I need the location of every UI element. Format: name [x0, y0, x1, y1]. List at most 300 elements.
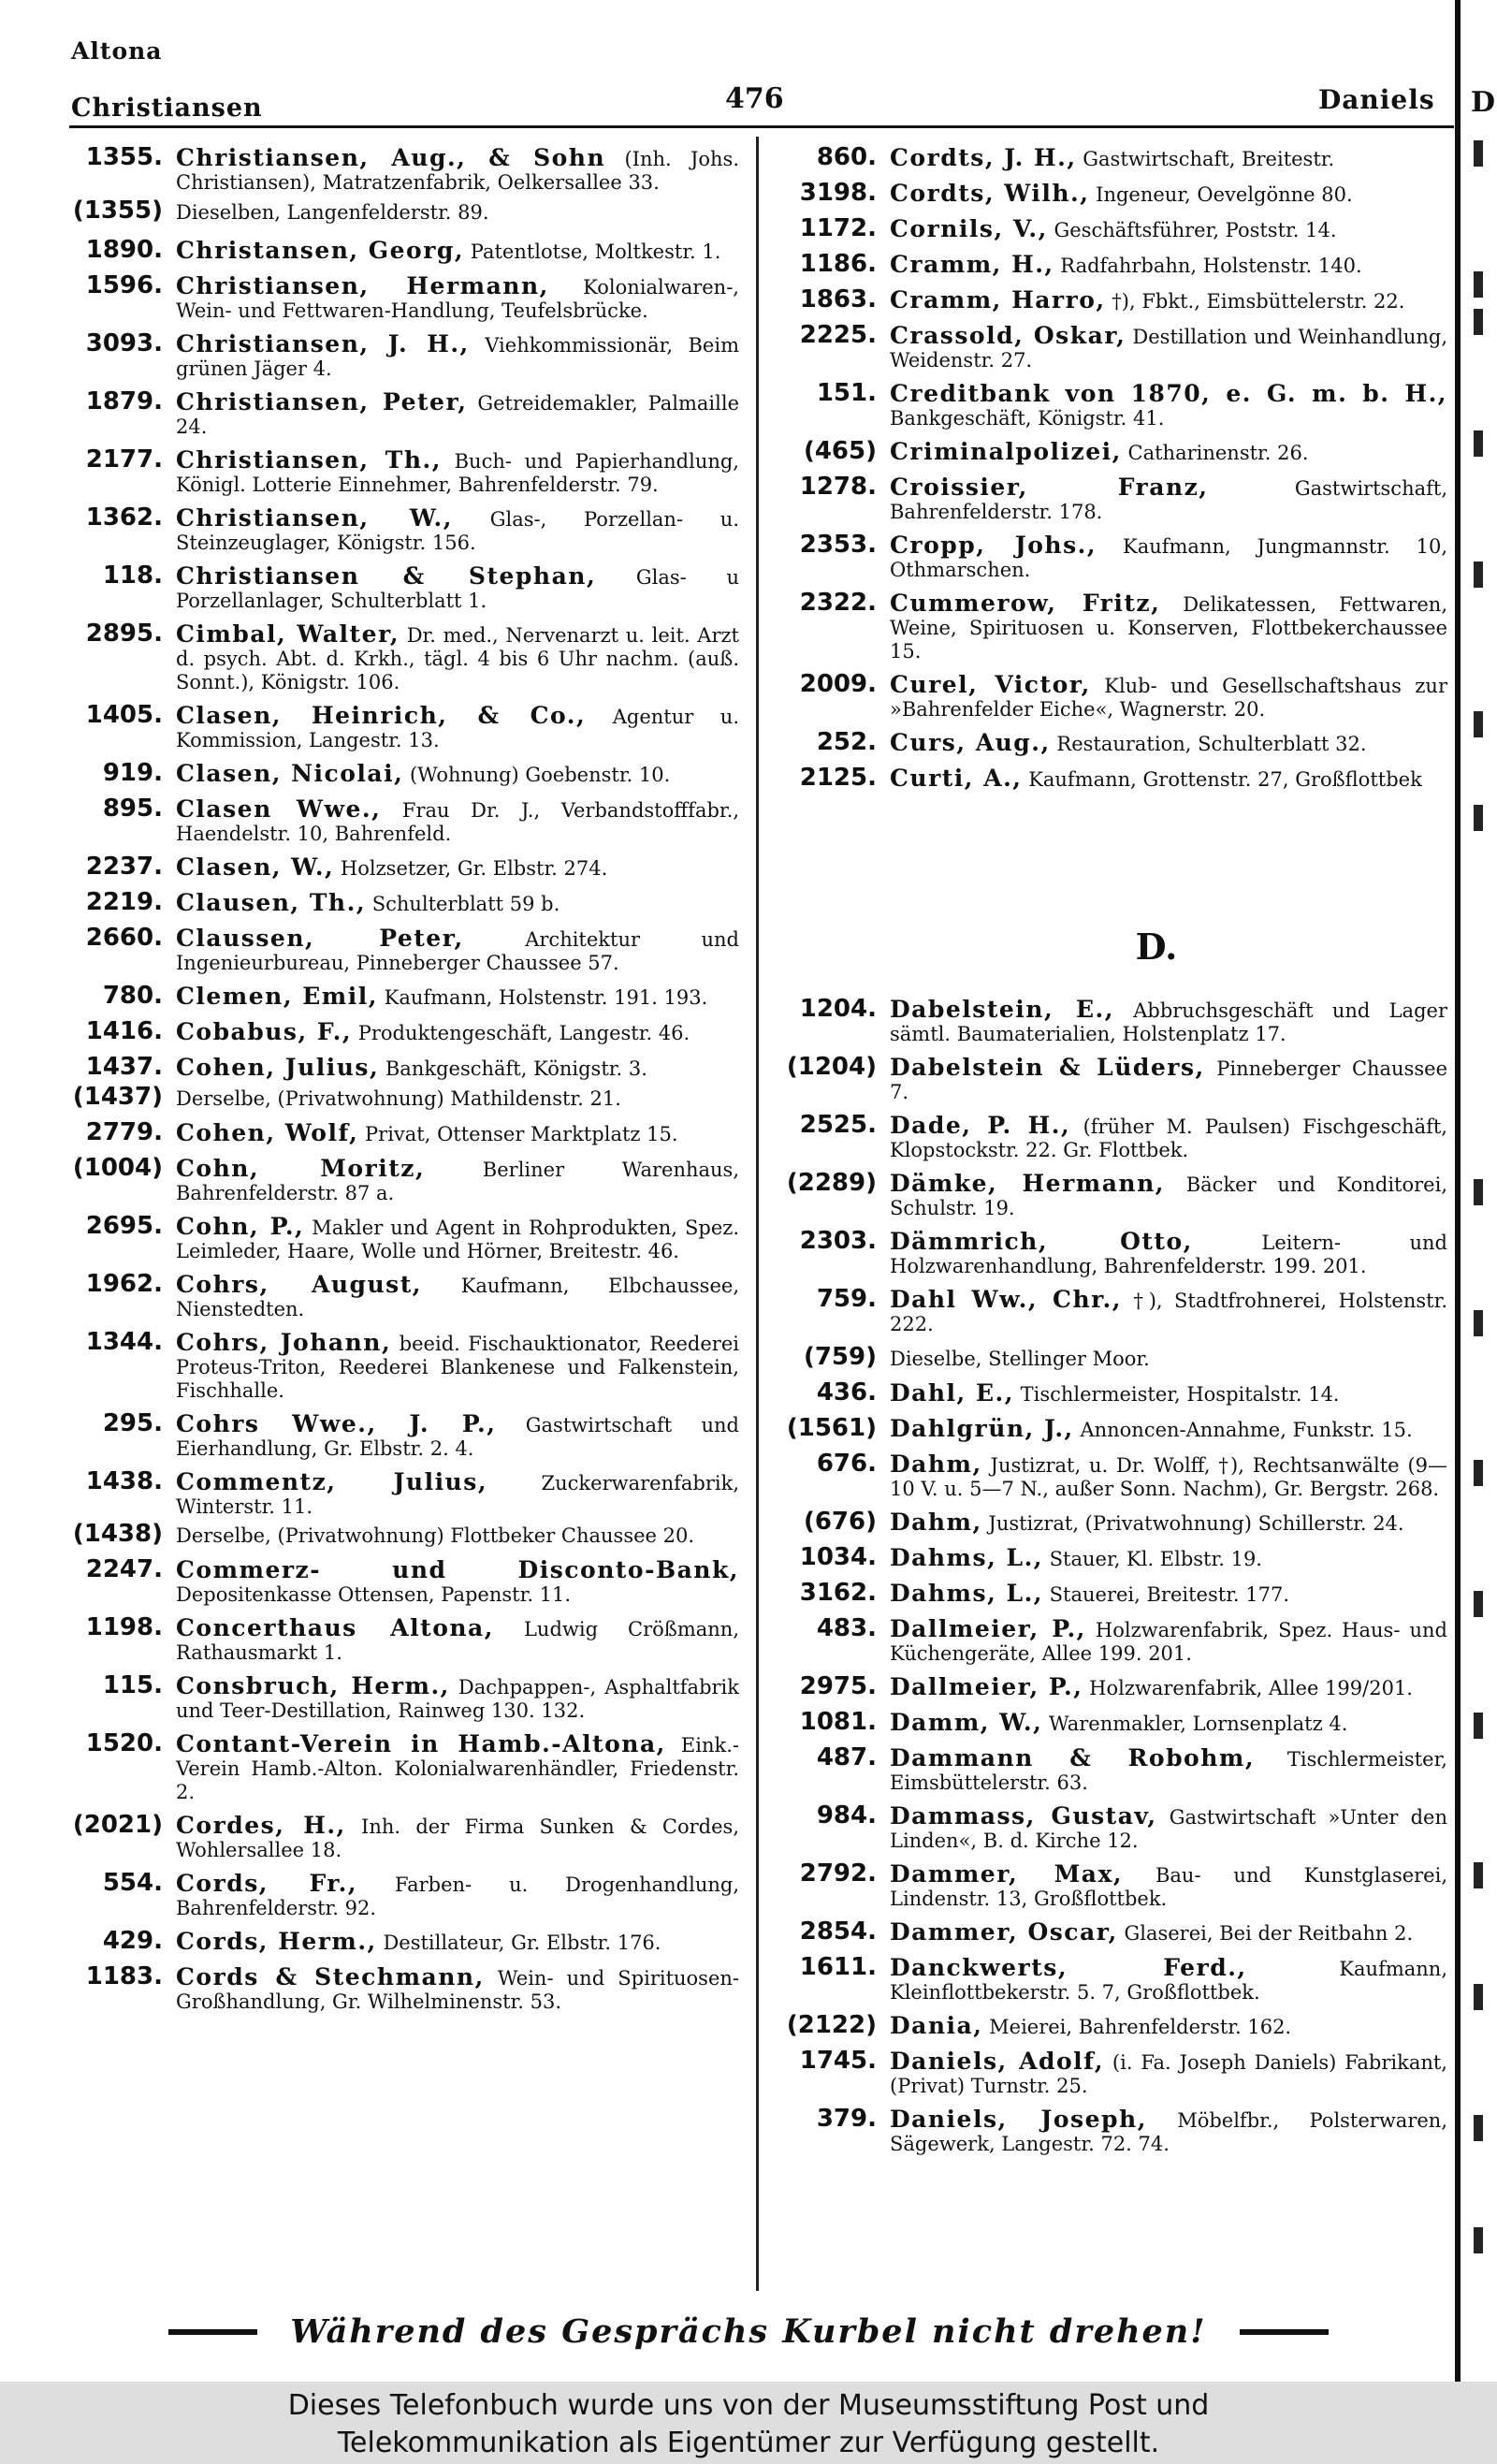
directory-entry — [772, 472, 1447, 524]
phone-number: 1198. — [85, 1613, 163, 1641]
directory-entry — [772, 1168, 1447, 1220]
subscriber-name: Dahms, L., — [890, 1580, 1043, 1607]
directory-entry — [772, 2010, 1447, 2040]
directory-entry — [58, 386, 739, 439]
entry-text — [890, 1284, 1447, 1336]
directory-entry — [58, 503, 739, 555]
subscriber-name: Christiansen & Stephan, — [176, 562, 597, 590]
adjacent-page-text-fragment — [1474, 271, 1483, 298]
subscriber-details: Restauration, Schulterblatt 32. — [1050, 733, 1367, 755]
subscriber-details: Stauerei, Breitestr. 177. — [1042, 1583, 1290, 1606]
entry-text — [890, 1671, 1447, 1700]
directory-entry — [58, 1519, 739, 1549]
subscriber-name: Christansen, Georg, — [176, 237, 465, 264]
subscriber-name: Cordts, J. H., — [890, 144, 1077, 171]
directory-entry — [772, 1449, 1447, 1501]
subscriber-name: Dahm, — [890, 1451, 982, 1478]
directory-entry — [58, 1466, 739, 1519]
phone-number: (759) — [803, 1343, 877, 1371]
directory-entry — [58, 794, 739, 846]
subscriber-name: Cordts, Wilh., — [890, 180, 1090, 207]
subscriber-details: Gastwirtschaft, Breitestr. — [1076, 148, 1335, 170]
phone-number: 1962. — [85, 1270, 163, 1298]
subscriber-details: Eink.-Verein Hamb.-Alton. Kolonialwarenhändler, Friedenstr. 2. — [176, 1734, 739, 1803]
directory-entry — [58, 561, 739, 613]
directory-entry — [772, 1226, 1447, 1278]
subscriber-details: Klub- und Gesellschaftshaus zur »Bahrenfelder Eiche«, Wagnerstr. 20. — [890, 675, 1447, 721]
subscriber-name: Christiansen, Hermann, — [176, 272, 549, 299]
phone-number: 2353. — [799, 531, 877, 559]
entry-text — [176, 619, 739, 694]
directory-entry — [58, 758, 739, 788]
entry-text — [890, 378, 1447, 430]
directory-entry — [772, 436, 1447, 466]
subscriber-details: Inh. der Firma Sunken & Cordes, Wohlersallee 18. — [176, 1815, 739, 1861]
subscriber-name: Concerthaus Altona, — [176, 1614, 494, 1641]
entry-text — [890, 1413, 1447, 1442]
phone-number: 2525. — [799, 1111, 877, 1139]
subscriber-name: Clasen, Nicolai, — [176, 760, 404, 787]
directory-entry — [58, 270, 739, 323]
slogan-dash-left — [168, 2329, 257, 2335]
directory-entry — [58, 700, 739, 752]
entry-text — [176, 1211, 739, 1263]
subscriber-name: Cornils, V., — [890, 215, 1048, 242]
directory-entry — [772, 1801, 1447, 1853]
subscriber-details: Getreidemakler, Palmaille 24. — [176, 392, 739, 438]
adjacent-page-text-fragment — [1474, 1460, 1483, 1486]
directory-entry — [772, 1613, 1447, 1666]
entry-text — [176, 923, 739, 975]
subscriber-name: Christiansen, Th., — [176, 446, 442, 474]
subscriber-details: Meierei, Bahrenfelderstr. 162. — [982, 2016, 1292, 2038]
phone-number: 2779. — [85, 1118, 163, 1146]
subscriber-name: Daniels, Joseph, — [890, 2106, 1147, 2133]
phone-number: 2322. — [799, 589, 877, 617]
entry-text — [890, 1742, 1447, 1795]
phone-number: 759. — [816, 1285, 877, 1313]
subscriber-details: Wein- und Spirituosen-Großhandlung, Gr. Wilhelminenstr. 53. — [176, 1967, 740, 2013]
phone-number: 1745. — [799, 2047, 877, 2075]
subscriber-name: Cordes, H., — [176, 1812, 346, 1839]
subscriber-details: Schulterblatt 59 b. — [366, 893, 560, 915]
subscriber-name: Croissier, Franz, — [890, 474, 1209, 501]
subscriber-details: Bäcker und Konditorei, Schulstr. 19. — [890, 1174, 1447, 1219]
phone-number: (465) — [803, 437, 877, 465]
subscriber-name: Dahms, L., — [890, 1544, 1043, 1571]
subscriber-name: Cords & Stechmann, — [176, 1963, 485, 1990]
subscriber-details: Kaufmann, Elbchaussee, Nienstedten. — [176, 1275, 739, 1320]
subscriber-details: Kaufmann, Holstenstr. 191. 193. — [377, 986, 708, 1009]
subscriber-details: Kaufmann, Grottenstr. 27, Großflottbek — [1022, 768, 1422, 791]
subscriber-details: Frau Dr. J., Verbandstofffabr., Haendelstr. 10, Bahrenfeld. — [176, 799, 739, 845]
directory-entry — [58, 1670, 739, 1723]
subscriber-name: Cropp, Johs., — [890, 532, 1097, 559]
entry-text — [176, 1327, 739, 1403]
entry-text — [890, 472, 1447, 524]
directory-entry — [58, 196, 739, 226]
phone-number: 1863. — [799, 285, 877, 313]
entry-text — [176, 445, 739, 497]
subscriber-details: Holzsetzer, Gr. Elbstr. 274. — [334, 857, 608, 880]
entry-text — [176, 981, 739, 1010]
entry-text — [176, 1052, 739, 1081]
subscriber-details: †), Fbkt., Eimsbüttelerstr. 22. — [1105, 290, 1405, 313]
phone-number: 1278. — [799, 473, 877, 501]
directory-entry — [772, 284, 1447, 314]
phone-number: 1034. — [799, 1543, 877, 1571]
directory-entry — [772, 320, 1447, 372]
subscriber-name: Cohn, P., — [176, 1213, 305, 1240]
phone-number: 1416. — [85, 1017, 163, 1045]
entry-text — [176, 887, 739, 916]
subscriber-name: Daniels, Adolf, — [890, 2048, 1105, 2075]
phone-number: 436. — [816, 1378, 877, 1407]
subscriber-details: Geschäftsführer, Poststr. 14. — [1047, 219, 1337, 241]
subscriber-details: †), Stadtfrohnerei, Holstenstr. 222. — [890, 1290, 1448, 1335]
subscriber-name: Cohrs, Johann, — [176, 1329, 392, 1356]
directory-entry — [58, 619, 739, 694]
directory-entry — [58, 852, 739, 882]
subscriber-name: Crassold, Oskar, — [890, 322, 1126, 349]
entry-text — [890, 1613, 1447, 1666]
subscriber-details: Glas- u Porzellanlager, Schulterblatt 1. — [176, 566, 739, 612]
subscriber-name: Clemen, Emil, — [176, 983, 378, 1010]
entry-text — [176, 270, 739, 323]
column-divider — [756, 137, 759, 2291]
phone-number: 3198. — [799, 179, 877, 207]
subscriber-details: Derselbe, (Privatwohnung) Flottbeker Chaussee 20. — [176, 1524, 695, 1547]
directory-entry — [58, 1117, 739, 1147]
directory-entry — [58, 445, 739, 497]
entry-text — [890, 249, 1447, 278]
entry-text — [890, 1578, 1447, 1607]
phone-number: 1172. — [799, 214, 877, 242]
adjacent-page-text-fragment — [1474, 140, 1483, 167]
adjacent-page-text-fragment — [1474, 1179, 1483, 1205]
adjacent-page-text-fragment — [1474, 805, 1483, 831]
entry-text — [176, 142, 739, 195]
subscriber-details: Destillation und Weinhandlung, Weidenstr. 27. — [890, 326, 1447, 372]
entry-text — [176, 561, 739, 613]
subscriber-name: Cords, Fr., — [176, 1870, 358, 1897]
subscriber-name: Christiansen, J. H., — [176, 330, 470, 357]
c-entries — [772, 142, 1447, 793]
subscriber-name: Dammer, Max, — [890, 1860, 1124, 1888]
subscriber-name: Dämke, Hermann, — [890, 1170, 1165, 1197]
caption-line-2: Telekommunikation als Eigentümer zur Verfügung gestellt. — [337, 2427, 1160, 2459]
subscriber-name: Dammann & Robohm, — [890, 1744, 1256, 1771]
entry-text — [890, 1342, 1447, 1371]
directory-entry — [772, 1110, 1447, 1162]
entry-text — [176, 1117, 739, 1146]
adjacent-page-text-fragment — [1474, 1591, 1483, 1617]
subscriber-name: Dahm, — [890, 1509, 982, 1536]
slogan-dash-right — [1240, 2329, 1329, 2335]
adjacent-page-text-fragment — [1474, 2227, 1483, 2253]
subscriber-details: Abbruchsgeschäft und Lager sämtl. Baumaterialien, Holstenplatz 17. — [890, 999, 1447, 1045]
phone-number: 2225. — [799, 321, 877, 349]
subscriber-details: Dieselbe, Stellinger Moor. — [890, 1348, 1150, 1370]
directory-entry — [772, 994, 1447, 1046]
directory-entry — [58, 981, 739, 1011]
subscriber-details: Annoncen-Annahme, Funkstr. 15. — [1073, 1419, 1413, 1441]
subscriber-name: Cords, Herm., — [176, 1928, 377, 1955]
entry-text — [176, 1670, 739, 1723]
subscriber-details: Destillateur, Gr. Elbstr. 176. — [376, 1932, 661, 1954]
entry-text — [890, 727, 1447, 756]
subscriber-name: Cimbal, Walter, — [176, 620, 400, 648]
phone-number: 1344. — [85, 1328, 163, 1356]
subscriber-details: (Inh. Johs. Christiansen), Matratzenfabrik, Oelkersallee 33. — [176, 148, 739, 194]
phone-number: 1355. — [85, 143, 163, 171]
phone-number: 2177. — [85, 445, 163, 474]
entry-text — [890, 213, 1447, 242]
subscriber-name: Cobabus, F., — [176, 1018, 353, 1045]
entry-text — [176, 1466, 739, 1519]
subscriber-details: Ludwig Crößmann, Rathausmarkt 1. — [176, 1618, 739, 1664]
subscriber-details: Glaserei, Bei der Reitbahn 2. — [1117, 1922, 1414, 1945]
directory-entry — [58, 1269, 739, 1321]
phone-number: (2021) — [72, 1811, 163, 1839]
directory-entry — [772, 530, 1447, 582]
phone-number: 429. — [102, 1927, 163, 1955]
directory-entry — [58, 1554, 739, 1607]
phone-number: 487. — [816, 1743, 877, 1771]
subscriber-name: Clausen, Th., — [176, 889, 367, 916]
directory-entry — [58, 1408, 739, 1461]
subscriber-details: beeid. Fischauktionator, Reederei Proteus-Triton, Reederei Blankenese und Falkenstein, Fischhalle. — [176, 1333, 739, 1402]
subscriber-name: Cohrs Wwe., J. P., — [176, 1410, 497, 1437]
subscriber-details: Depositenkasse Ottensen, Papenstr. 11. — [176, 1583, 572, 1606]
phone-number: 1520. — [85, 1729, 163, 1757]
phone-number: 2303. — [799, 1227, 877, 1255]
directory-entry — [58, 1082, 739, 1112]
subscriber-name: Dallmeier, P., — [890, 1673, 1083, 1700]
directory-entry — [772, 669, 1447, 722]
directory-entry — [58, 1961, 739, 2014]
directory-entry — [772, 378, 1447, 430]
subscriber-details: Leitern- und Holzwarenhandlung, Bahrenfelderstr. 199. 201. — [890, 1232, 1447, 1277]
entry-text — [890, 2046, 1447, 2098]
phone-number: 554. — [102, 1869, 163, 1897]
entry-text — [176, 1926, 739, 1955]
entry-text — [176, 1612, 739, 1665]
subscriber-name: Claussen, Peter, — [176, 925, 464, 952]
entry-text — [890, 142, 1447, 171]
subscriber-details: Bau- und Kunstglaserei, Lindenstr. 13, Großflottbek. — [890, 1864, 1448, 1910]
subscriber-details: Produktengeschäft, Langestr. 46. — [352, 1022, 690, 1044]
subscriber-name: Clasen Wwe., — [176, 795, 382, 823]
phone-number: 2237. — [85, 853, 163, 881]
phone-number: 2660. — [85, 924, 163, 952]
subscriber-details: (früher M. Paulsen) Fischgeschäft, Klopstockstr. 22. Gr. Flottbek. — [890, 1115, 1447, 1161]
subscriber-details: Kaufmann, Jungmannstr. 10, Othmarschen. — [890, 535, 1447, 581]
subscriber-name: Consbruch, Herm., — [176, 1672, 450, 1699]
subscriber-details: Dachpappen-, Asphaltfabrik und Teer-Destillation, Rainweg 130. 132. — [176, 1676, 739, 1722]
phone-number: 118. — [102, 561, 163, 590]
entry-text — [890, 1801, 1447, 1853]
subscriber-details: Dr. med., Nervenarzt u. leit. Arzt d. psych. Abt. d. Krkh., tägl. 4 bis 6 Uhr nachm. (auß. Sonnt.), Königstr. 106. — [176, 624, 739, 693]
entry-text — [890, 2010, 1447, 2039]
subscriber-name: Clasen, Heinrich, & Co., — [176, 702, 587, 729]
entry-text — [890, 1917, 1447, 1946]
subscriber-name: Contant-Verein in Hamb.-Altona, — [176, 1730, 666, 1757]
entry-text — [890, 2104, 1447, 2156]
directory-entry — [58, 1327, 739, 1403]
entry-text — [176, 794, 739, 846]
subscriber-name: Cummerow, Fritz, — [890, 590, 1161, 617]
subscriber-details: Bankgeschäft, Königstr. 41. — [890, 407, 1165, 430]
directory-entry — [772, 1052, 1447, 1104]
entry-text — [176, 1728, 739, 1804]
subscriber-name: Cramm, H., — [890, 251, 1054, 278]
adjacent-page-text-fragment — [1474, 711, 1483, 737]
caption-bar — [0, 2382, 1497, 2464]
subscriber-details: Justizrat, (Privatwohnung) Schillerstr. 24. — [981, 1512, 1404, 1535]
directory-entry — [58, 1211, 739, 1263]
subscriber-name: Cohn, Moritz, — [176, 1155, 426, 1182]
phone-number: 1081. — [799, 1708, 877, 1736]
directory-entry — [772, 142, 1447, 172]
subscriber-name: Dabelstein, E., — [890, 996, 1114, 1023]
entry-text — [890, 1707, 1447, 1736]
entry-text — [176, 1810, 739, 1862]
subscriber-name: Commentz, Julius, — [176, 1468, 488, 1495]
directory-entry — [58, 328, 739, 381]
entry-text — [176, 1153, 739, 1205]
entry-text — [176, 503, 739, 555]
directory-entry — [58, 923, 739, 975]
subscriber-details: Privat, Ottenser Marktplatz 15. — [358, 1123, 678, 1145]
page-number: 476 — [725, 82, 784, 115]
phone-number: 1183. — [85, 1962, 163, 1990]
phone-number: 2125. — [799, 764, 877, 792]
subscriber-details: Radfahrbahn, Holstenstr. 140. — [1054, 255, 1362, 277]
entry-text — [890, 1226, 1447, 1278]
entry-text — [176, 1554, 739, 1607]
directory-entry — [58, 1926, 739, 1956]
adjacent-page-text-fragment — [1474, 2115, 1483, 2141]
entry-text — [890, 1168, 1447, 1220]
subscriber-name: Dammass, Gustav, — [890, 1802, 1157, 1830]
subscriber-details: Agentur u. Kommission, Langestr. 13. — [176, 706, 739, 751]
subscriber-name: Dahl Ww., Chr., — [890, 1286, 1122, 1313]
entry-text — [890, 1449, 1447, 1501]
entry-text — [890, 994, 1447, 1046]
caption-line-1: Dieses Telefonbuch wurde uns von der Museumsstiftung Post und — [287, 2389, 1210, 2422]
entry-text — [890, 178, 1447, 207]
header-last-entry: Daniels — [1318, 84, 1435, 115]
directory-entry — [58, 887, 739, 917]
subscriber-details: Gastwirtschaft und Eierhandlung, Gr. Elbstr. 2. 4. — [176, 1414, 739, 1460]
subscriber-name: Clasen, W., — [176, 853, 335, 881]
entry-text — [890, 284, 1447, 313]
subscriber-details: Berliner Warenhaus, Bahrenfelderstr. 87 a. — [176, 1159, 740, 1204]
phone-number: 3093. — [85, 329, 163, 357]
entry-text — [176, 196, 739, 225]
phone-number: 1611. — [799, 1953, 877, 1981]
subscriber-details: Viehkommissionär, Beim grünen Jäger 4. — [176, 334, 739, 380]
adjacent-page-text-fragment — [1474, 309, 1483, 335]
directory-entry — [58, 1153, 739, 1205]
subscriber-details: Dieselben, Langenfelderstr. 89. — [176, 201, 489, 224]
phone-number: 1890. — [85, 236, 163, 264]
subscriber-name: Dahl, E., — [890, 1379, 1014, 1407]
entry-text — [176, 328, 739, 381]
entry-text — [890, 1052, 1447, 1104]
phone-number: 919. — [102, 759, 163, 787]
phone-number: (676) — [803, 1508, 877, 1536]
directory-entry — [58, 1612, 739, 1665]
subscriber-name: Curti, A., — [890, 765, 1023, 792]
directory-entry — [772, 1507, 1447, 1537]
subscriber-name: Creditbank von 1870, e. G. m. b. H., — [890, 380, 1447, 407]
section-letter: D. — [1135, 926, 1178, 968]
entry-text — [890, 530, 1447, 582]
subscriber-details: Möbelfbr., Polsterwaren, Sägewerk, Langestr. 72. 74. — [890, 2109, 1447, 2155]
phone-number: (1004) — [72, 1154, 163, 1182]
directory-entry — [58, 1052, 739, 1082]
bottom-slogan — [168, 2312, 1329, 2351]
subscriber-details: Gastwirtschaft, Bahrenfelderstr. 178. — [890, 477, 1448, 523]
entry-text — [890, 588, 1447, 663]
entry-text — [176, 1868, 739, 1920]
entry-text — [890, 1542, 1447, 1571]
phone-number: 483. — [816, 1614, 877, 1642]
entry-text — [890, 436, 1447, 465]
subscriber-name: Curel, Victor, — [890, 671, 1091, 698]
directory-entry — [772, 1952, 1447, 2005]
entry-text — [176, 1961, 739, 2014]
header-rule — [69, 125, 1454, 128]
subscriber-name: Cramm, Harro, — [890, 286, 1106, 313]
phone-number: 780. — [102, 982, 163, 1010]
phone-number: 1405. — [85, 701, 163, 729]
directory-entry — [772, 1413, 1447, 1443]
phone-number: (1355) — [72, 197, 163, 225]
phone-number: 1596. — [85, 271, 163, 299]
phone-number: 895. — [102, 795, 163, 823]
phone-number: 2975. — [799, 1672, 877, 1700]
directory-entry — [772, 1284, 1447, 1336]
directory-entry — [772, 1342, 1447, 1372]
phone-number: 252. — [816, 728, 877, 756]
phone-number: (2289) — [786, 1169, 877, 1197]
entry-text — [890, 1952, 1447, 2005]
entry-text — [176, 386, 739, 439]
adjacent-page-text-fragment — [1474, 1862, 1483, 1888]
subscriber-details: (i. Fa. Joseph Daniels) Fabrikant, (Privat) Turnstr. 25. — [890, 2051, 1447, 2097]
directory-entry — [772, 1859, 1447, 1911]
subscriber-details: Tischlermeister, Eimsbüttelerstr. 63. — [890, 1748, 1447, 1794]
entry-text — [176, 758, 739, 787]
directory-entry — [58, 1810, 739, 1862]
entry-text — [176, 852, 739, 881]
d-entries — [772, 994, 1447, 2156]
subscriber-details: Zuckerwarenfabrik, Winterstr. 11. — [176, 1472, 740, 1518]
subscriber-details: Kolonialwaren-, Wein- und Fettwaren-Handlung, Teufelsbrücke. — [176, 276, 739, 322]
directory-entry — [772, 1742, 1447, 1795]
subscriber-name: Christiansen, Peter, — [176, 388, 468, 416]
phone-number: 2247. — [85, 1555, 163, 1583]
adjacent-page-text-fragment — [1474, 1713, 1483, 1739]
adjacent-page-text-fragment — [1474, 1984, 1483, 2010]
subscriber-details: Kaufmann, Kleinflottbekerstr. 5. 7, Großflottbek. — [890, 1958, 1448, 2004]
phone-number: 379. — [816, 2105, 877, 2133]
subscriber-details: Makler und Agent in Rohprodukten, Spez. Leimleder, Haare, Wolle und Hörner, Breitestr. 46. — [176, 1217, 739, 1262]
subscriber-details: Architektur und Ingenieurbureau, Pinneberger Chaussee 57. — [176, 928, 739, 974]
